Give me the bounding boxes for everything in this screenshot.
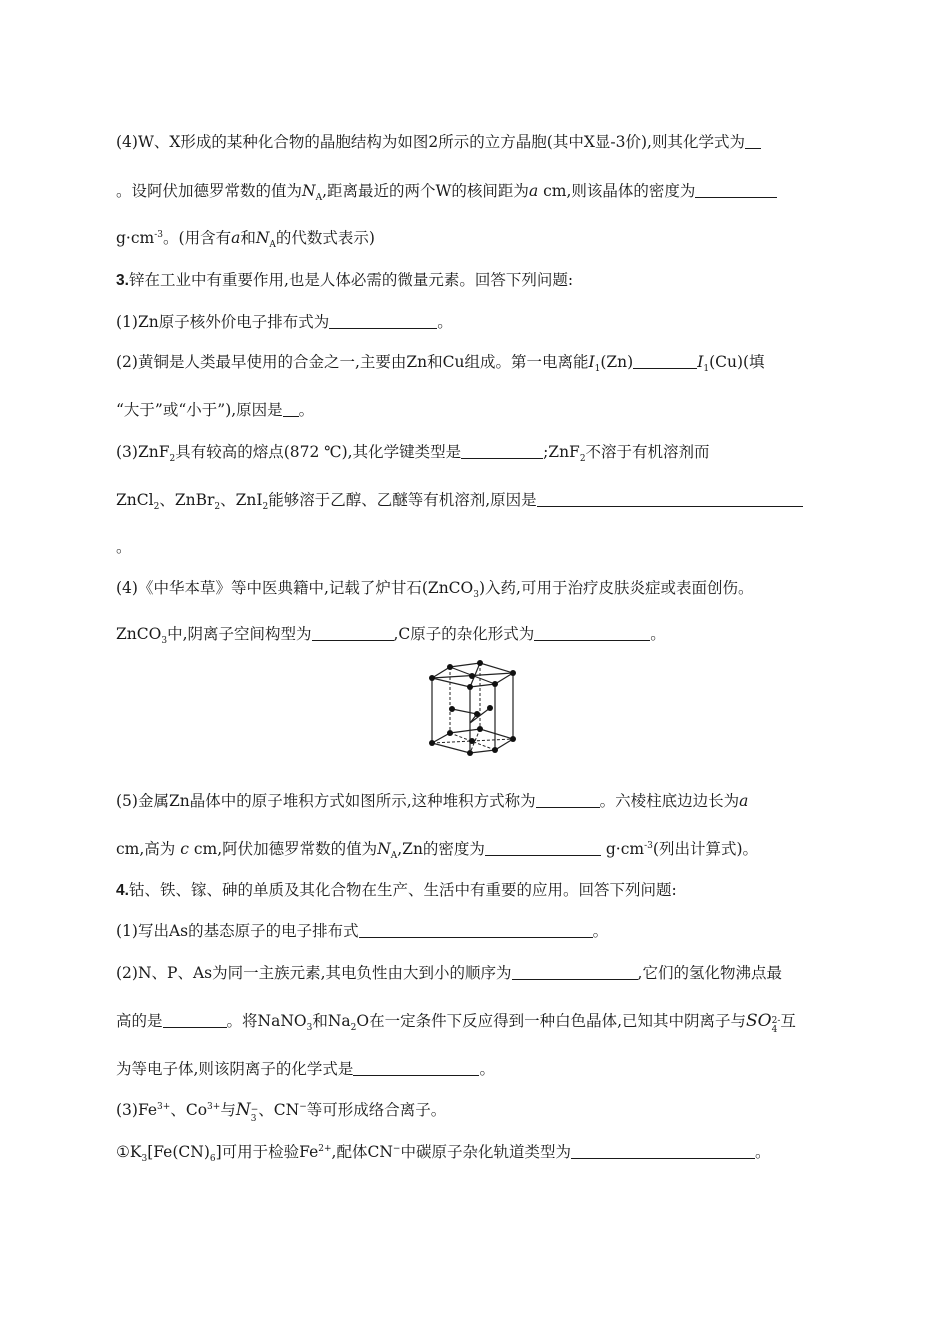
answer-blank[interactable] bbox=[695, 181, 777, 198]
text: 的代数式表示) bbox=[275, 229, 375, 247]
subscript: 2 bbox=[262, 502, 269, 513]
subscript: A bbox=[315, 193, 323, 204]
text: cm,阿伏加德罗常数的值为 bbox=[193, 840, 378, 858]
text: 。 bbox=[754, 1143, 771, 1161]
answer-blank[interactable] bbox=[485, 839, 601, 856]
q2-p4-line2 bbox=[116, 180, 777, 202]
answer-blank[interactable] bbox=[633, 352, 697, 369]
text: 、ZnBr bbox=[159, 491, 215, 509]
text: (1)Zn原子核外价电子排布式为 bbox=[116, 313, 330, 331]
text: g·cm bbox=[116, 229, 155, 247]
subscript: 1 bbox=[703, 364, 710, 375]
text: O在一定条件下反应得到一种白色晶体,已知其中阴离子与 bbox=[356, 1012, 747, 1030]
text: 中,阴离子空间构型为 bbox=[167, 625, 312, 643]
subscript: 2 bbox=[350, 1023, 357, 1034]
subscript: 2 bbox=[579, 454, 586, 465]
ion-subscript: 3 bbox=[250, 1114, 257, 1124]
text: ;ZnF bbox=[543, 443, 580, 461]
answer-blank[interactable] bbox=[283, 400, 299, 417]
q4-heading bbox=[116, 879, 677, 902]
subscript: 2 bbox=[153, 502, 160, 513]
text: (1)写出As的基态原子的电子排布式 bbox=[116, 922, 359, 940]
ion-subscript: 4 bbox=[771, 1025, 778, 1035]
q4-p2-line1 bbox=[116, 962, 782, 984]
text: ]可用于检验Fe bbox=[215, 1143, 319, 1161]
var-I: I bbox=[588, 353, 595, 371]
text: ①K bbox=[116, 1143, 142, 1161]
answer-blank[interactable] bbox=[359, 921, 593, 938]
text: 具有较高的熔点(872 ℃),其化学键类型是 bbox=[175, 443, 462, 461]
answer-blank[interactable] bbox=[312, 624, 394, 641]
answer-blank[interactable] bbox=[537, 490, 803, 507]
var-a: a bbox=[231, 229, 241, 247]
hcp-crystal-figure bbox=[422, 657, 522, 757]
superscript: -3 bbox=[154, 229, 164, 240]
var-I: I bbox=[697, 353, 704, 371]
q3-p3-line3 bbox=[116, 536, 132, 558]
subscript: 3 bbox=[141, 1154, 148, 1165]
text: 、CN bbox=[258, 1101, 300, 1119]
text: ZnCO bbox=[116, 625, 162, 643]
q3-p5-line2 bbox=[116, 838, 758, 860]
ion-symbol: N bbox=[235, 1100, 251, 1120]
q4-p3-line1 bbox=[116, 1099, 446, 1124]
subscript: A bbox=[390, 851, 398, 862]
answer-blank[interactable] bbox=[536, 791, 600, 808]
superscript: -3 bbox=[644, 840, 653, 851]
text: (列出计算式)。 bbox=[652, 840, 758, 858]
q3-p1 bbox=[116, 311, 453, 333]
avogadro-symbol: N bbox=[302, 182, 316, 200]
subscript: 2 bbox=[169, 454, 176, 465]
text: 。六棱柱底边边长为 bbox=[599, 792, 740, 810]
text: 。 bbox=[650, 625, 666, 643]
q4-p3-line2 bbox=[116, 1141, 770, 1163]
text: ,配体CN bbox=[331, 1143, 393, 1161]
subscript: 2 bbox=[214, 502, 221, 513]
text: 中碳原子杂化轨道类型为 bbox=[400, 1143, 571, 1161]
ion-charge: 2- bbox=[771, 1016, 781, 1026]
ion-charge: − bbox=[250, 1105, 259, 1115]
subscript: 3 bbox=[161, 636, 168, 647]
text: [Fe(CN) bbox=[147, 1143, 210, 1161]
text: (3)Fe bbox=[116, 1101, 158, 1119]
superscript: 2+ bbox=[318, 1143, 332, 1154]
text: 。 bbox=[437, 313, 453, 331]
text: 。(用含有 bbox=[163, 229, 232, 247]
var-c: c bbox=[180, 840, 189, 858]
superscript: − bbox=[392, 1143, 401, 1154]
q3-p2-line2 bbox=[116, 399, 314, 421]
text: ,它们的氢化物沸点最 bbox=[637, 964, 782, 982]
ion-symbol: SO bbox=[746, 1011, 772, 1031]
text: 与 bbox=[220, 1101, 236, 1119]
avogadro-symbol: N bbox=[255, 229, 270, 247]
avogadro-symbol: N bbox=[377, 840, 391, 858]
superscript: − bbox=[299, 1101, 307, 1112]
text: ,C原子的杂化形式为 bbox=[393, 625, 535, 643]
text: ,Zn的密度为 bbox=[397, 840, 485, 858]
text: (2)N、P、As为同一主族元素,其电负性由大到小的顺序为 bbox=[116, 964, 512, 982]
text: (4)《中华本草》等中医典籍中,记载了炉甘石(ZnCO bbox=[116, 579, 474, 597]
superscript: 3+ bbox=[207, 1101, 221, 1112]
text: (2)黄铜是人类最早使用的合金之一,主要由Zn和Cu组成。第一电离能 bbox=[116, 353, 589, 371]
question-number: 3. bbox=[116, 272, 129, 289]
text: ZnCl bbox=[116, 491, 154, 509]
q3-p3-line2 bbox=[116, 489, 803, 511]
q3-p5-line1 bbox=[116, 790, 748, 812]
text: )入药,可用于治疗皮肤炎症或表面创伤。 bbox=[479, 579, 754, 597]
text: (Cu)(填 bbox=[709, 353, 765, 371]
text: 能够溶于乙醇、乙醚等有机溶剂,原因是 bbox=[268, 491, 537, 509]
text: “大于”或“小于”),原因是 bbox=[116, 401, 283, 419]
var-a: a bbox=[739, 792, 749, 810]
text: 。将NaNO bbox=[226, 1012, 307, 1030]
q3-p3-line1 bbox=[116, 441, 710, 463]
question-number: 4. bbox=[116, 882, 129, 899]
text: cm,高为 bbox=[116, 840, 176, 858]
text: 不溶于有机溶剂而 bbox=[585, 443, 710, 461]
text: 。 bbox=[479, 1060, 495, 1078]
q3-heading bbox=[116, 269, 573, 292]
answer-blank[interactable] bbox=[745, 132, 761, 149]
answer-blank[interactable] bbox=[461, 442, 543, 459]
q4-p1 bbox=[116, 920, 608, 942]
question-stem: 钴、铁、镓、砷的单质及其化合物在生产、生活中有重要的应用。回答下列问题: bbox=[128, 881, 677, 899]
text: (3)ZnF bbox=[116, 443, 170, 461]
var-a: a bbox=[528, 182, 539, 200]
superscript: 3+ bbox=[157, 1101, 171, 1112]
answer-blank[interactable] bbox=[163, 1011, 227, 1028]
text: (5)金属Zn晶体中的原子堆积方式如图所示,这种堆积方式称为 bbox=[116, 792, 536, 810]
text: cm,则该晶体的密度为 bbox=[543, 182, 696, 200]
subscript: 1 bbox=[594, 364, 601, 375]
answer-blank[interactable] bbox=[329, 312, 437, 329]
text: 。设阿伏加德罗常数的值为 bbox=[116, 182, 303, 200]
q3-p4-line1 bbox=[116, 577, 753, 599]
subscript: 3 bbox=[473, 590, 479, 601]
text: 、Co bbox=[170, 1101, 208, 1119]
q3-p4-line2 bbox=[116, 623, 666, 645]
text: 、ZnI bbox=[220, 491, 263, 509]
answer-blank[interactable] bbox=[571, 1142, 755, 1159]
q2-p4-line1 bbox=[116, 131, 761, 153]
text: (Zn) bbox=[600, 353, 634, 371]
text: 为等电子体,则该阴离子的化学式是 bbox=[116, 1060, 354, 1078]
q4-p2-line2 bbox=[116, 1010, 796, 1035]
text: g·cm bbox=[605, 840, 645, 858]
text: 和Na bbox=[312, 1012, 351, 1030]
subscript: A bbox=[269, 240, 276, 251]
subscript: 3 bbox=[306, 1023, 313, 1034]
azide-ion bbox=[235, 1100, 259, 1124]
text: 等可形成络合离子。 bbox=[306, 1101, 447, 1119]
text: 。 bbox=[592, 922, 609, 940]
answer-blank[interactable] bbox=[353, 1059, 479, 1076]
subscript: 6 bbox=[209, 1154, 216, 1165]
text: 。 bbox=[116, 538, 132, 556]
answer-blank[interactable] bbox=[534, 624, 650, 641]
q3-p2-line1 bbox=[116, 351, 765, 373]
sulfate-ion bbox=[746, 1011, 781, 1035]
question-stem: 锌在工业中有重要作用,也是人体必需的微量元素。回答下列问题: bbox=[128, 271, 574, 289]
text: 高的是 bbox=[116, 1012, 163, 1030]
q4-p2-line3 bbox=[116, 1058, 495, 1080]
text: 互 bbox=[780, 1012, 796, 1030]
answer-blank[interactable] bbox=[512, 963, 638, 980]
text: 和 bbox=[240, 229, 256, 247]
text: (4)W、X形成的某种化合物的晶胞结构为如图2所示的立方晶胞(其中X显-3价),则其化学式为 bbox=[116, 133, 745, 151]
text: 。 bbox=[298, 401, 315, 419]
q2-p4-line3 bbox=[116, 227, 375, 249]
text: ,距离最近的两个W的核间距为 bbox=[322, 182, 529, 200]
